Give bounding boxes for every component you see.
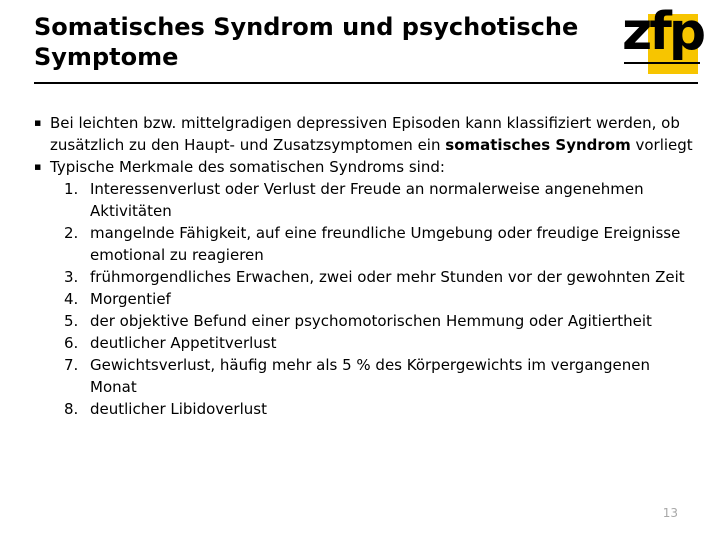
bullet-text-end: vorliegt [630, 136, 693, 154]
list-item [34, 266, 694, 288]
item-number: 3. [64, 268, 79, 286]
list-item [34, 310, 694, 332]
slide-content [34, 112, 694, 420]
slide-title: Somatisches Syndrom und psychotische Symptome [34, 13, 579, 71]
item-text: Morgentief [90, 290, 171, 308]
item-text: der objektive Befund einer psychomotorischen Hemmung oder Agitiertheit [90, 312, 652, 330]
bullet-emphasis: somatisches Syndrom [445, 136, 631, 154]
zfp-logo [622, 2, 704, 76]
item-text: mangelnde Fähigkeit, auf eine freundliche Umgebung oder freudige Ereignisse emotional zu reagieren [90, 224, 681, 264]
item-text: Interessenverlust oder Verlust der Freude an normalerweise angenehmen Aktivitäten [90, 180, 644, 220]
item-number: 7. [64, 356, 79, 374]
list-item [34, 178, 694, 222]
logo-underline [624, 62, 700, 64]
logo-text: zfp [622, 2, 704, 62]
item-text: deutlicher Libidoverlust [90, 400, 267, 418]
item-number: 1. [64, 180, 79, 198]
item-number: 8. [64, 400, 79, 418]
bullet-typical-features [34, 156, 694, 178]
item-number: 6. [64, 334, 79, 352]
square-bullet-icon: ▪ [34, 116, 42, 129]
item-number: 2. [64, 224, 79, 242]
page-number: 13 [662, 506, 678, 520]
list-item [34, 354, 694, 398]
item-text: Gewichtsverlust, häufig mehr als 5 % des Körpergewichts im vergangenen Monat [90, 356, 651, 396]
list-item [34, 398, 694, 420]
item-number: 4. [64, 290, 79, 308]
list-item [34, 222, 694, 266]
title-divider [34, 82, 698, 84]
feature-list [34, 178, 694, 420]
item-text: deutlicher Appetitverlust [90, 334, 277, 352]
square-bullet-icon: ▪ [34, 160, 42, 173]
list-item [34, 332, 694, 354]
item-text: frühmorgendliches Erwachen, zwei oder mehr Stunden vor der gewohnten Zeit [90, 268, 685, 286]
bullet-text: Bei leichten bzw. mittelgradigen depressiven Episoden kann klassifiziert werden, ob zusätzlich zu den Haupt- und Zusatzsymptomen ein [50, 114, 680, 154]
bullet-somatic-syndrome [34, 112, 694, 156]
list-item [34, 288, 694, 310]
bullet-text: Typische Merkmale des somatischen Syndroms sind: [50, 158, 445, 176]
item-number: 5. [64, 312, 79, 330]
